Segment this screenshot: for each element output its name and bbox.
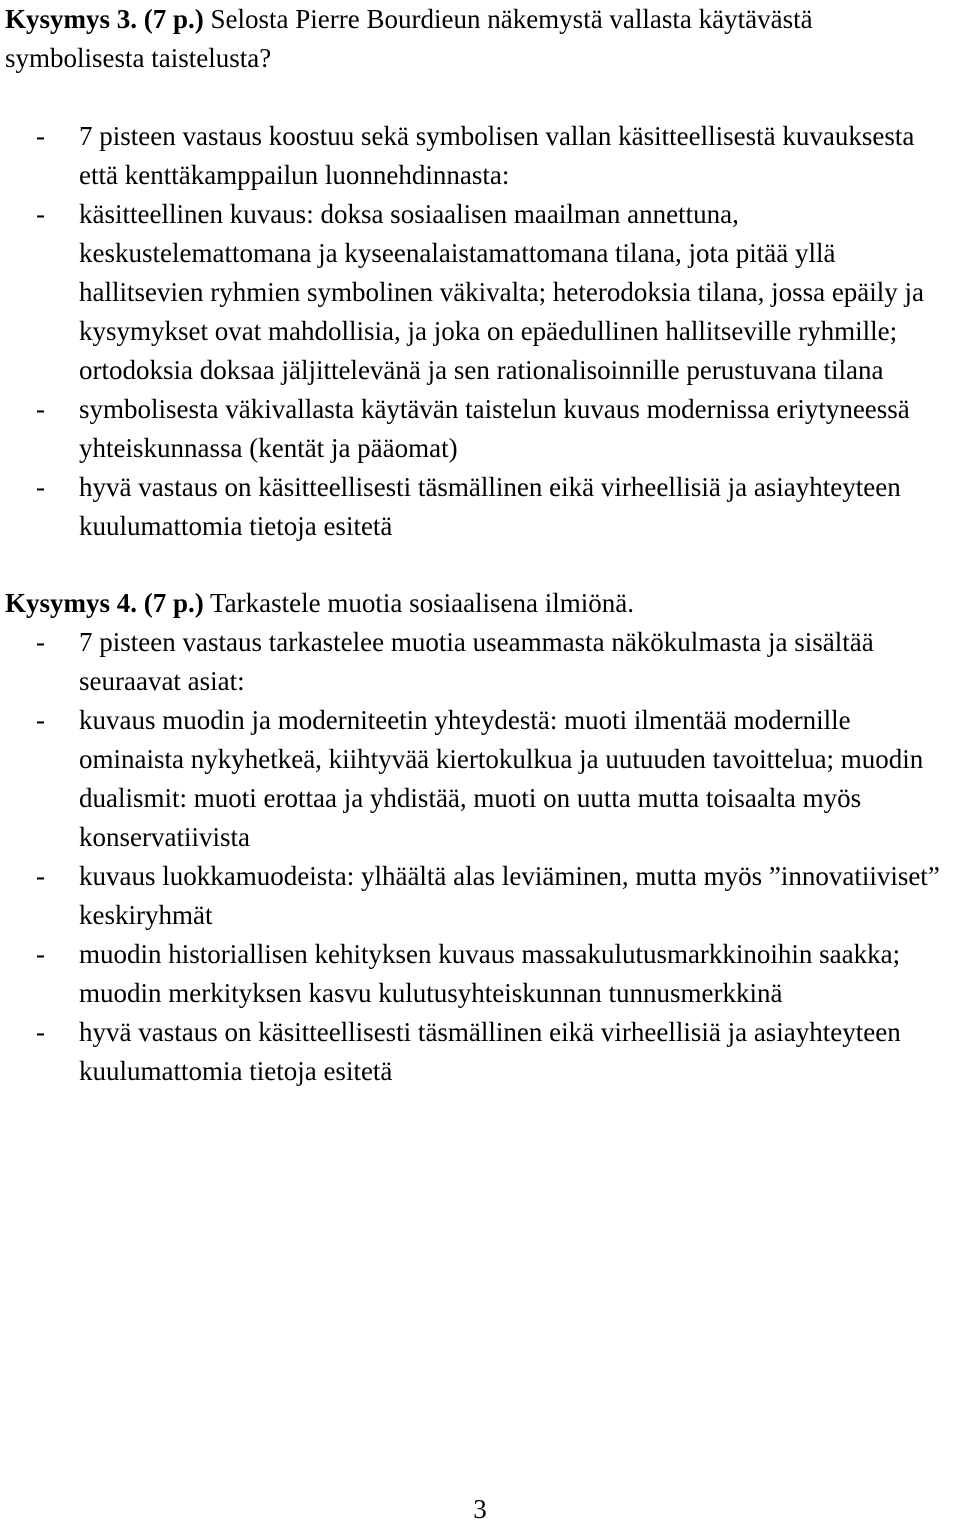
question-4-label: Kysymys 4. (7 p.) — [5, 588, 204, 618]
question-4-criterion-1 — [5, 623, 957, 701]
bullet-dash: - — [36, 472, 45, 502]
bullet-dash: - — [36, 861, 45, 891]
bullet-dash: - — [36, 1017, 45, 1047]
page-number: 3 — [473, 1494, 487, 1524]
question-3-criterion-2 — [5, 195, 957, 390]
document-page — [5, 0, 957, 1091]
bullet-dash: - — [36, 627, 45, 657]
question-3 — [5, 0, 957, 546]
criterion-text: kuvaus muodin ja moderniteetin yhteydestä: muoti ilmentää modernille ominaista nykyhetkeä, kiihtyvää kiertokulkua ja uutuuden tavoittelua; muodin dualismit: muoti erottaa ja yhdistää, muoti on uutta mutta toisaalta myös konservatiivista — [79, 705, 924, 852]
question-4-heading — [5, 584, 957, 623]
question-4-criterion-4 — [5, 935, 957, 1013]
criterion-text: kuvaus luokkamuodeista: ylhäältä alas leviäminen, mutta myös ”innovatiiviset” keskiryhmät — [79, 861, 940, 930]
question-3-criterion-1 — [5, 117, 957, 195]
bullet-dash: - — [36, 199, 45, 229]
question-4-criterion-2 — [5, 701, 957, 857]
bullet-dash: - — [36, 939, 45, 969]
criterion-text: käsitteellinen kuvaus: doksa sosiaalisen maailman annettuna, keskustelemattomana ja kyseenalaistamattomana tilana, jota pitää yllä hallitsevien ryhmien symbolinen väkivalta; heterodoksia tilana, jossa epäily ja kysymykset ovat mahdollisia, ja joka on epäedullinen hallitseville ryhmille; ortodoksia doksaa jäljittelevänä ja sen rationalisoinnille perustuvana tilana — [79, 199, 925, 385]
question-4-criteria-list — [5, 623, 957, 1091]
criterion-text: 7 pisteen vastaus koostuu sekä symbolisen vallan käsitteellisestä kuvauksesta että kenttäkamppailun luonnehdinnasta: — [79, 121, 915, 190]
criterion-text: hyvä vastaus on käsitteellisesti täsmällinen eikä virheellisiä ja asiayhteyteen kuulumattomia tietoja esitetä — [79, 472, 901, 541]
bullet-dash: - — [36, 394, 45, 424]
bullet-dash: - — [36, 705, 45, 735]
question-3-heading — [5, 0, 957, 78]
question-3-criteria-list — [5, 117, 957, 546]
question-3-title: Selosta Pierre Bourdieun näkemystä vallasta käytävästä symbolisesta taistelusta? — [5, 4, 813, 73]
criterion-text: hyvä vastaus on käsitteellisesti täsmällinen eikä virheellisiä ja asiayhteyteen kuulumattomia tietoja esitetä — [79, 1017, 901, 1086]
criterion-text: muodin historiallisen kehityksen kuvaus massakulutusmarkkinoihin saakka; muodin merkityksen kasvu kulutusyhteiskunnan tunnusmerkkinä — [79, 939, 901, 1008]
question-3-criterion-3 — [5, 390, 957, 468]
criterion-text: symbolisesta väkivallasta käytävän taistelun kuvaus modernissa eriytyneessä yhteiskunnassa (kentät ja pääomat) — [79, 394, 910, 463]
question-4-criterion-5 — [5, 1013, 957, 1091]
bullet-dash: - — [36, 121, 45, 151]
question-3-criterion-4 — [5, 468, 957, 546]
question-3-label: Kysymys 3. (7 p.) — [5, 4, 204, 34]
criterion-text: 7 pisteen vastaus tarkastelee muotia useammasta näkökulmasta ja sisältää seuraavat asiat: — [79, 627, 874, 696]
question-4-criterion-3 — [5, 857, 957, 935]
question-4-title: Tarkastele muotia sosiaalisena ilmiönä. — [210, 588, 635, 618]
question-4 — [5, 584, 957, 1091]
